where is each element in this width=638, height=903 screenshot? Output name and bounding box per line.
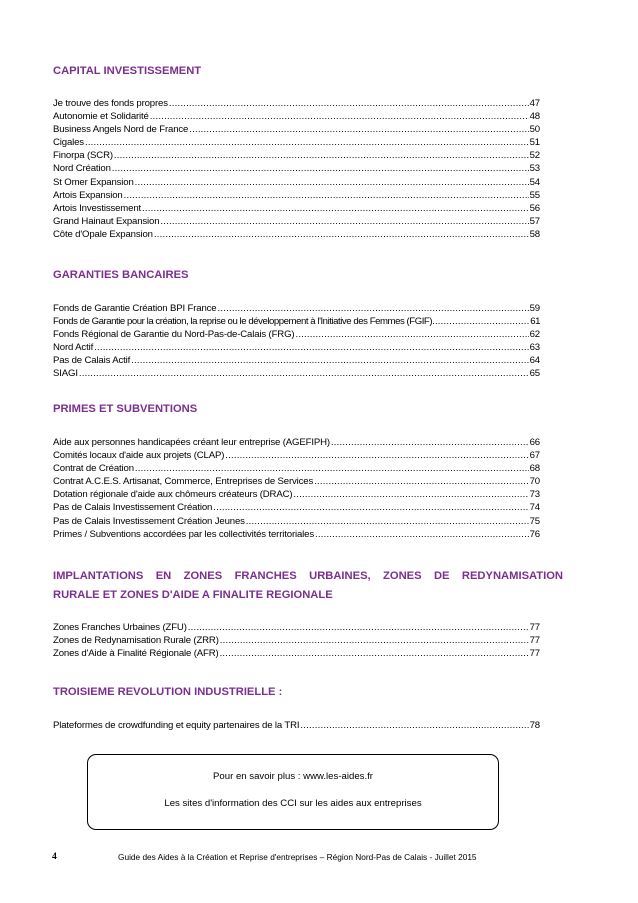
toc-entry[interactable] xyxy=(53,123,540,136)
toc-leader-dots xyxy=(432,315,530,328)
toc-entry-title: Zones d'Aide à Finalité Régionale (AFR) xyxy=(53,648,219,660)
toc-entry[interactable] xyxy=(53,189,540,202)
toc-entry[interactable] xyxy=(53,328,540,341)
toc-entry-title: Artois Investissement xyxy=(53,202,142,214)
toc-entry[interactable] xyxy=(53,162,540,175)
toc-entry[interactable] xyxy=(53,436,540,449)
toc-entry-page: 50 xyxy=(529,124,540,136)
toc-entry[interactable] xyxy=(53,315,540,328)
toc-entry-page: 65 xyxy=(529,368,540,380)
toc-entry-title: Zones Franches Urbaines (ZFU) xyxy=(53,622,187,633)
toc-entry-title: Zones de Redynamisation Rurale (ZRR) xyxy=(53,635,219,647)
toc-leader-dots xyxy=(79,367,529,380)
toc-entry-title: Finorpa (SCR) xyxy=(53,150,113,162)
toc-entry-title: Business Angels Nord de France xyxy=(53,124,189,136)
toc-entry[interactable] xyxy=(53,215,540,228)
toc-entry-page: 77 xyxy=(529,635,540,647)
toc-leader-dots xyxy=(150,110,529,123)
toc-entry[interactable] xyxy=(53,621,540,634)
toc-entry-title: Pas de Calais Investissement Création Jeunes xyxy=(53,515,245,527)
toc-entry[interactable] xyxy=(53,528,540,541)
toc-entry[interactable] xyxy=(53,462,540,475)
toc-leader-dots xyxy=(94,341,529,354)
toc-list-garanties-bancaires xyxy=(53,302,540,381)
page-number: 4 xyxy=(52,851,57,862)
toc-entry-page: 67 xyxy=(529,450,540,462)
toc-entry-page: 66 xyxy=(529,437,540,448)
toc-leader-dots xyxy=(300,719,528,732)
section-heading-troisieme-revolution: TROISIEME REVOLUTION INDUSTRIELLE : xyxy=(53,686,283,698)
toc-leader-dots xyxy=(213,501,528,514)
toc-entry-page: 57 xyxy=(529,215,540,227)
toc-entry[interactable] xyxy=(53,488,540,501)
toc-entry-page: 54 xyxy=(529,176,540,188)
toc-entry-title: Contrat A.C.E.S. Artisanat, Commerce, Entreprises de Services xyxy=(53,476,314,488)
toc-entry[interactable] xyxy=(53,302,540,315)
toc-list-implantations xyxy=(53,621,540,660)
toc-entry-page: 48 xyxy=(529,111,540,123)
toc-list-troisieme-revolution xyxy=(53,719,540,732)
toc-leader-dots xyxy=(220,634,529,647)
toc-leader-dots xyxy=(293,488,528,501)
toc-entry[interactable] xyxy=(53,202,540,215)
toc-leader-dots xyxy=(295,328,528,341)
toc-entry-title: Comités locaux d'aide aux projets (CLAP) xyxy=(53,450,225,462)
toc-leader-dots xyxy=(131,354,528,367)
toc-entry-title: Primes / Subventions accordées par les collectivités territoriales xyxy=(53,528,314,540)
toc-entry-page: 58 xyxy=(529,228,540,240)
toc-entry-title: Artois Expansion xyxy=(53,189,123,201)
toc-leader-dots xyxy=(246,515,529,528)
toc-entry[interactable] xyxy=(53,341,540,354)
toc-leader-dots xyxy=(114,149,529,162)
toc-entry-page: 47 xyxy=(529,98,540,109)
section-heading-capital-investissement: CAPITAL INVESTISSEMENT xyxy=(53,65,202,77)
toc-entry[interactable] xyxy=(53,719,540,732)
toc-entry-title: Fonds de Garantie pour la création, la reprise ou le développement à l'Initiative des Femmes (FGIF) xyxy=(53,316,433,328)
toc-entry-title: Nord Actif xyxy=(53,342,94,354)
toc-entry-page: 64 xyxy=(529,355,540,367)
toc-entry[interactable] xyxy=(53,501,540,514)
toc-entry-page: 51 xyxy=(529,137,540,149)
toc-leader-dots xyxy=(314,475,529,488)
toc-entry-title: Je trouve des fonds propres xyxy=(53,98,168,109)
toc-entry-title: Autonomie et Solidarité xyxy=(53,111,149,123)
toc-entry-page: 52 xyxy=(529,150,540,162)
toc-entry[interactable] xyxy=(53,149,540,162)
toc-leader-dots xyxy=(124,189,529,202)
toc-leader-dots xyxy=(85,136,529,149)
toc-entry-page: 55 xyxy=(529,189,540,201)
toc-leader-dots xyxy=(188,621,529,634)
toc-leader-dots xyxy=(112,162,529,175)
section-heading-implantations-line1: IMPLANTATIONS EN ZONES FRANCHES URBAINES, ZONES DE REDYNAMISATION xyxy=(53,570,563,582)
toc-entry-page: 78 xyxy=(529,720,540,731)
toc-entry-title: St Omer Expansion xyxy=(53,176,134,188)
toc-entry-page: 56 xyxy=(529,202,540,214)
toc-entry-title: Pas de Calais Actif xyxy=(53,355,131,367)
toc-entry[interactable] xyxy=(53,176,540,189)
toc-entry[interactable] xyxy=(53,634,540,647)
toc-entry-title: Cigales xyxy=(53,137,84,149)
info-box xyxy=(87,754,499,830)
toc-entry[interactable] xyxy=(53,110,540,123)
toc-entry-page: 68 xyxy=(529,463,540,475)
toc-entry-title: Contrat de Création xyxy=(53,463,134,475)
toc-entry-page: 61 xyxy=(530,316,540,328)
section-heading-primes-et-subventions: PRIMES ET SUBVENTIONS xyxy=(53,403,198,415)
toc-entry-page: 63 xyxy=(529,342,540,354)
toc-leader-dots xyxy=(220,647,529,660)
section-heading-garanties-bancaires: GARANTIES BANCAIRES xyxy=(53,269,189,281)
toc-entry[interactable] xyxy=(53,136,540,149)
toc-entry-title: Nord Création xyxy=(53,163,111,175)
toc-entry-page: 59 xyxy=(529,303,540,314)
toc-leader-dots xyxy=(154,228,529,241)
toc-entry-page: 73 xyxy=(529,489,540,501)
toc-list-primes-et-subventions xyxy=(53,436,540,541)
info-box-description: Les sites d'information des CCI sur les aides aux entreprises xyxy=(164,798,422,809)
toc-entry[interactable] xyxy=(53,475,540,488)
toc-entry-page: 77 xyxy=(529,648,540,660)
toc-entry-title: Plateformes de crowdfunding et equity partenaires de la TRI xyxy=(53,720,300,731)
toc-leader-dots xyxy=(225,449,528,462)
toc-entry[interactable] xyxy=(53,228,540,241)
toc-entry[interactable] xyxy=(53,367,540,380)
toc-entry-title: SIAGI xyxy=(53,368,78,380)
toc-entry-title: Aide aux personnes handicapées créant leur entreprise (AGEFIPH) xyxy=(53,437,330,448)
toc-entry-title: Grand Hainaut Expansion xyxy=(53,215,160,227)
section-heading-implantations-line2: RURALE ET ZONES D'AIDE A FINALITE REGIONALE xyxy=(53,589,333,601)
toc-entry-page: 75 xyxy=(529,515,540,527)
info-box-website-link[interactable]: Pour en savoir plus : www.les-aides.fr xyxy=(213,771,373,782)
toc-entry-title: Pas de Calais Investissement Création xyxy=(53,502,213,514)
footer-text: Guide des Aides à la Création et Reprise d'entreprises – Région Nord-Pas de Calais - Juillet 2015 xyxy=(118,852,477,862)
toc-list-capital-investissement xyxy=(53,97,540,241)
toc-entry-page: 53 xyxy=(529,163,540,175)
toc-entry[interactable] xyxy=(53,354,540,367)
toc-entry-page: 62 xyxy=(529,329,540,341)
toc-leader-dots xyxy=(142,202,529,215)
toc-leader-dots xyxy=(160,215,528,228)
toc-entry[interactable] xyxy=(53,97,540,110)
toc-leader-dots xyxy=(169,97,529,110)
toc-entry[interactable] xyxy=(53,515,540,528)
toc-entry-page: 76 xyxy=(529,528,540,540)
toc-leader-dots xyxy=(135,462,529,475)
toc-entry-page: 74 xyxy=(529,502,540,514)
toc-entry-title: Fonds Régional de Garantie du Nord-Pas-de-Calais (FRG) xyxy=(53,329,295,341)
toc-entry-title: Fonds de Garantie Création BPI France xyxy=(53,303,217,314)
toc-leader-dots xyxy=(315,528,529,541)
toc-entry-title: Côte d'Opale Expansion xyxy=(53,228,153,240)
toc-entry[interactable] xyxy=(53,647,540,660)
toc-leader-dots xyxy=(218,302,529,315)
toc-entry-page: 77 xyxy=(529,622,540,633)
toc-leader-dots xyxy=(331,436,529,449)
toc-entry-title: Dotation régionale d'aide aux chômeurs créateurs (DRAC) xyxy=(53,489,293,501)
toc-entry-page: 70 xyxy=(529,476,540,488)
toc-entry[interactable] xyxy=(53,449,540,462)
toc-leader-dots xyxy=(135,176,529,189)
toc-leader-dots xyxy=(189,123,528,136)
